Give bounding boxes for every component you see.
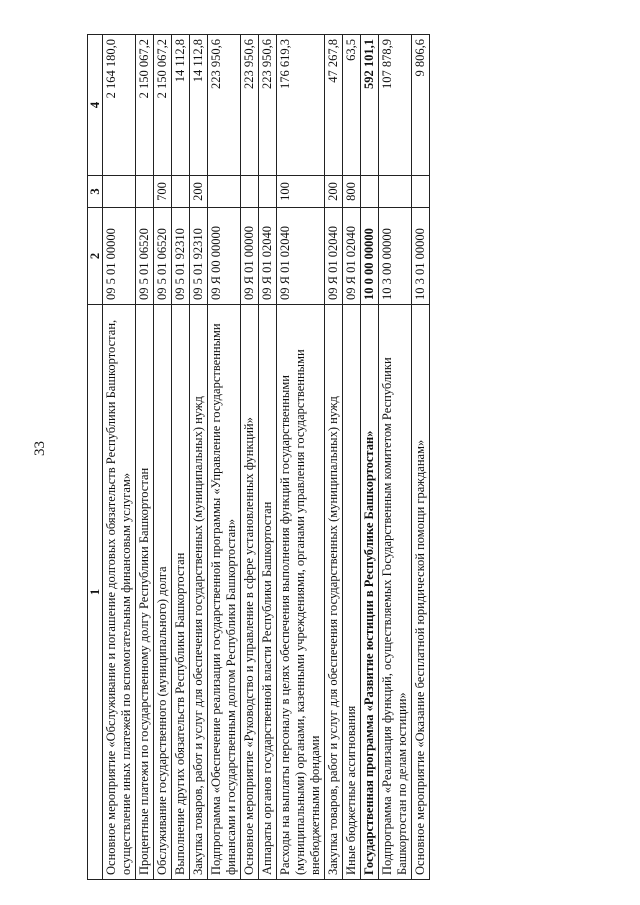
row-expense-type-cell (412, 176, 430, 208)
row-name-cell: Основное мероприятие «Обслуживание и погашение долговых обязательств Республики Башкортостан, осуществление иных платежей по вспомогательным финансовым услугам» (103, 305, 136, 880)
row-amount-cell: 9 806,6 (412, 35, 430, 176)
table-body (103, 35, 430, 880)
row-code-cell: 09 5 01 92310 (190, 208, 208, 305)
table-row (208, 35, 241, 880)
row-name-cell: Подпрограмма «Реализация функций, осуществляемых Государственным комитетом Республики Башкортостан по делам юстиции» (379, 305, 412, 880)
row-amount-cell: 592 101,1 (361, 35, 379, 176)
row-amount-cell: 2 150 067,2 (136, 35, 154, 176)
table-row (154, 35, 172, 880)
row-expense-type-cell (208, 176, 241, 208)
row-code-cell: 09 Я 01 02040 (343, 208, 361, 305)
row-name-cell: Основное мероприятие «Оказание бесплатной юридической помощи гражданам» (412, 305, 430, 880)
table-header-row (88, 35, 103, 880)
table-row (361, 35, 379, 880)
table-row (412, 35, 430, 880)
row-name-cell: Государственная программа «Развитие юстиции в Республике Башкортостан» (361, 305, 379, 880)
row-amount-cell: 63,5 (343, 35, 361, 176)
row-expense-type-cell: 700 (154, 176, 172, 208)
row-name-cell: Расходы на выплаты персоналу в целях обеспечения выполнения функций государственными (муниципальными) органами, казенными учреждениями, органами управления государственными внебюджетными фондами (277, 305, 325, 880)
row-code-cell: 09 5 01 06520 (136, 208, 154, 305)
row-name-cell: Основное мероприятие «Руководство и управление в сфере установленных функций» (241, 305, 259, 880)
row-code-cell: 09 Я 01 00000 (241, 208, 259, 305)
document-table-wrapper (87, 35, 430, 880)
row-expense-type-cell (361, 176, 379, 208)
row-code-cell: 09 5 01 00000 (103, 208, 136, 305)
row-code-cell: 10 3 00 00000 (379, 208, 412, 305)
row-amount-cell: 14 112,8 (172, 35, 190, 176)
row-name-cell: Закупка товаров, работ и услуг для обеспечения государственных (муниципальных) нужд (190, 305, 208, 880)
row-name-cell: Процентные платежи по государственному долгу Республики Башкортостан (136, 305, 154, 880)
table-row (379, 35, 412, 880)
row-amount-cell: 107 878,9 (379, 35, 412, 176)
row-name-cell: Закупка товаров, работ и услуг для обеспечения государственных (муниципальных) нужд (325, 305, 343, 880)
table-row (190, 35, 208, 880)
table-row (343, 35, 361, 880)
row-code-cell: 09 Я 01 02040 (325, 208, 343, 305)
row-code-cell: 09 5 01 92310 (172, 208, 190, 305)
row-amount-cell: 223 950,6 (241, 35, 259, 176)
row-expense-type-cell (379, 176, 412, 208)
row-amount-cell: 176 619,3 (277, 35, 325, 176)
column-header-4: 4 (88, 35, 103, 176)
row-expense-type-cell (172, 176, 190, 208)
row-expense-type-cell: 200 (190, 176, 208, 208)
row-name-cell: Выполнение других обязательств Республики Башкортостан (172, 305, 190, 880)
column-header-3: 3 (88, 176, 103, 208)
row-amount-cell: 223 950,6 (259, 35, 277, 176)
row-code-cell: 10 0 00 00000 (361, 208, 379, 305)
table-row (136, 35, 154, 880)
table-row (277, 35, 325, 880)
row-name-cell: Подпрограмма «Обеспечение реализации государственной программы «Управление государственными финансами и государственным долгом Республики Башкортостан» (208, 305, 241, 880)
page-number: 33 (32, 441, 48, 456)
row-code-cell: 09 Я 01 02040 (259, 208, 277, 305)
table-row (325, 35, 343, 880)
row-expense-type-cell (259, 176, 277, 208)
row-expense-type-cell (136, 176, 154, 208)
row-expense-type-cell: 200 (325, 176, 343, 208)
budget-table (87, 34, 430, 880)
column-header-2: 2 (88, 208, 103, 305)
row-amount-cell: 2 150 067,2 (154, 35, 172, 176)
row-name-cell: Обслуживание государственного (муниципального) долга (154, 305, 172, 880)
row-expense-type-cell: 100 (277, 176, 325, 208)
row-amount-cell: 2 164 180,0 (103, 35, 136, 176)
row-expense-type-cell (103, 176, 136, 208)
row-name-cell: Аппараты органов государственной власти Республики Башкортостан (259, 305, 277, 880)
row-amount-cell: 47 267,8 (325, 35, 343, 176)
row-expense-type-cell (241, 176, 259, 208)
row-amount-cell: 14 112,8 (190, 35, 208, 176)
row-amount-cell: 223 950,6 (208, 35, 241, 176)
column-header-1: 1 (88, 305, 103, 880)
table-row (259, 35, 277, 880)
row-expense-type-cell: 800 (343, 176, 361, 208)
row-code-cell: 09 5 01 06520 (154, 208, 172, 305)
row-code-cell: 09 Я 00 00000 (208, 208, 241, 305)
row-code-cell: 10 3 01 00000 (412, 208, 430, 305)
table-row (103, 35, 136, 880)
table-row (172, 35, 190, 880)
row-code-cell: 09 Я 01 02040 (277, 208, 325, 305)
table-row (241, 35, 259, 880)
row-name-cell: Иные бюджетные ассигнования (343, 305, 361, 880)
